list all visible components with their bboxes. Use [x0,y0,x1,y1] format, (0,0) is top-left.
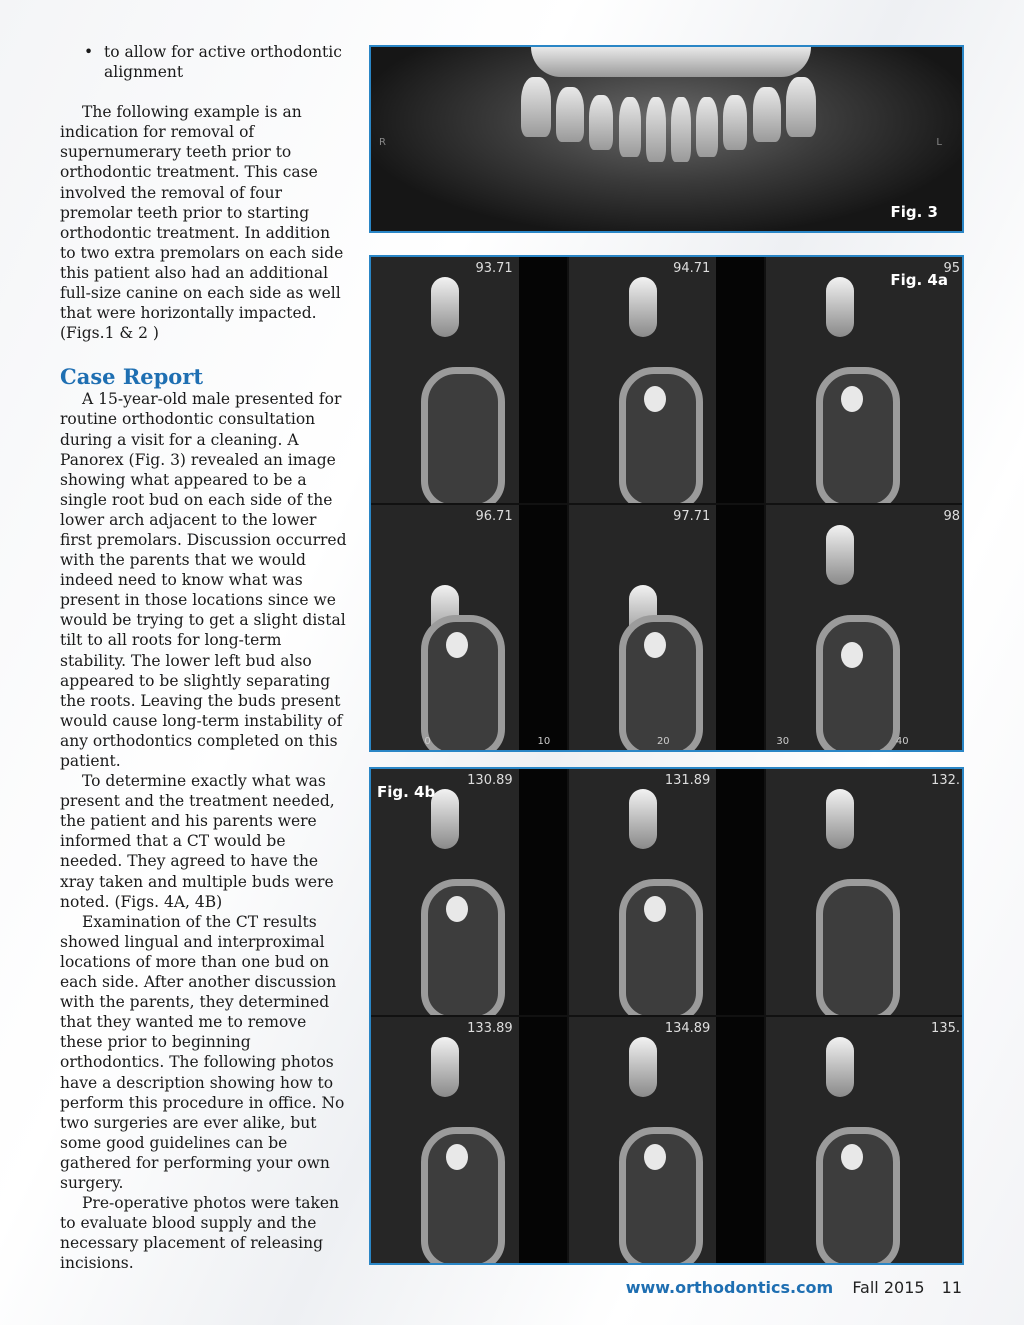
intro-paragraph: The following example is an indication for removal of supernumerary teeth prior to orthodontic treatment. This case involved the removal of four premolar teeth prior to starting orthodontic treatment. In addition to two extra premolars on each side this patient also had an additional full-size canine on each side as well that were horizontally impacted. (Figs.1 & 2 ) [60,103,344,343]
figure-label: Fig. 3 [890,203,938,221]
right-marker: R [379,137,386,148]
page-footer [626,1278,962,1297]
figure-4b-ct [369,767,964,1265]
section-heading: Case Report [60,364,204,390]
footer-issue: Fall 2015 [852,1278,925,1297]
slice-number: 95 [943,261,960,276]
slice-number: 135. [931,1021,960,1036]
ct-slice [371,1017,567,1263]
slice-number: 131.89 [664,773,711,788]
slice-number: 134.89 [664,1021,711,1036]
figure-3-panorex [369,45,964,233]
ct-slice [569,505,765,751]
slice-number: 93.71 [475,261,513,276]
case-paragraph-3: Examination of the CT results showed lingual and interproximal locations of more than one bud on each side. After another discussion with the parents, they determined that they wanted me to remove these prior to beginning orthodontics. The following photos have a description showing how to perform this procedure in office. No two surgeries are ever alike, but some good guidelines can be gathered for performing your own surgery. [60,912,345,1192]
ct-slice [371,505,567,751]
ct-slice [766,769,962,1015]
figure-label: Fig. 4a [890,271,948,289]
slice-number: 130.89 [467,773,513,788]
ct-slice [569,769,765,1015]
ct-slice [569,1017,765,1263]
slice-number: 133.89 [467,1021,513,1036]
ct-ruler: 0 10 20 30 40 [424,736,909,747]
case-paragraph-1: A 15-year-old male presented for routine orthodontic consultation during a visit for a cleaning. A Panorex (Fig. 3) revealed an image showing what appeared to be a single root bud on each side of the lower arch adjacent to the lower first premolars. Discussion occurred with the parents that we would indeed need to know what was present in those locations since we would be trying to get a slight distal tilt to all roots for long-term stability. The lower left bud also appeared to be slightly separating the roots. Leaving the buds present would cause long-term instability of any orthodontics completed on this patient. [60,390,347,770]
ct-slice [766,257,962,503]
page-number: 11 [941,1278,962,1297]
case-paragraph-4: Pre-operative photos were taken to evaluate blood supply and the necessary placement of releasing incisions. [60,1194,340,1273]
figure-label: Fig. 4b [377,783,436,801]
slice-number: 94.71 [673,261,711,276]
footer-website-link[interactable]: www.orthodontics.com [625,1278,834,1297]
bullet-dot-icon: • [84,43,94,61]
figure-4a-ct [369,255,964,752]
ct-slice [569,257,765,503]
slice-number: 97.71 [673,508,711,524]
left-marker: L [936,137,942,148]
ct-slice [371,257,567,503]
slice-number: 132. [931,773,960,788]
bullet-item [60,42,348,82]
ct-slice [371,769,567,1015]
article-column [60,42,348,1273]
slice-number: 96.71 [475,508,513,524]
bullet-text: to allow for active orthodontic alignment [104,43,342,82]
ct-slice [766,1017,962,1263]
ct-slice [766,505,962,751]
case-paragraph-2: To determine exactly what was present and the treatment needed, the patient and his parents were informed that a CT would be needed. They agreed to have the xray taken and multiple buds were noted. (Figs. 4A, 4B) [60,772,335,911]
slice-number: 98 [943,508,960,524]
